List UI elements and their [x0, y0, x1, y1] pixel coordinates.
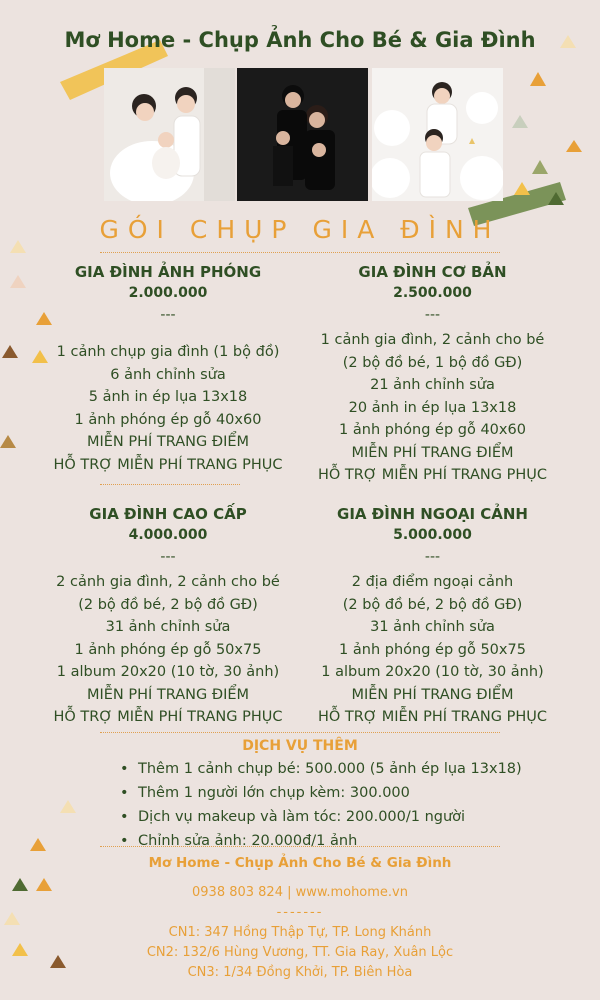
package-name: GIA ĐÌNH CAO CẤP	[89, 505, 247, 523]
package-price: 2.500.000	[393, 285, 472, 301]
package-divider	[100, 484, 240, 485]
extras-item: • Chỉnh sửa ảnh: 20.000đ/1 ảnh	[120, 829, 522, 853]
package-item: 1 ảnh phóng ép gỗ 40x60	[74, 411, 262, 428]
package-item: (2 bộ đồ bé, 2 bộ đồ GĐ)	[78, 596, 258, 613]
package-item: 1 ảnh phóng ép gỗ 50x75	[74, 641, 262, 658]
package-item: 20 ảnh in ép lụa 13x18	[348, 399, 517, 416]
brand-title: Mơ Home - Chụp Ảnh Cho Bé & Gia Đình	[64, 28, 536, 52]
package-price: 4.000.000	[128, 527, 208, 543]
package-name: GIA ĐÌNH CƠ BẢN	[358, 263, 507, 281]
heading-divider	[100, 252, 500, 253]
package-name: GIA ĐÌNH ẢNH PHÓNG	[74, 263, 262, 281]
family-photo-black	[237, 68, 368, 201]
package-name: GIA ĐÌNH NGOẠI CẢNH	[337, 505, 528, 523]
footer-brand: Mơ Home - Chụp Ảnh Cho Bé & Gia Đình	[148, 855, 452, 871]
extras-list	[120, 757, 522, 853]
package-item: 1 ảnh phóng ép gỗ 40x60	[339, 422, 526, 438]
footer-address: CN3: 1/34 Đồng Khởi, TP. Biên Hòa	[187, 965, 413, 980]
package-separator: ---	[424, 307, 441, 323]
extras-item: • Dịch vụ makeup và làm tóc: 200.000/1 người	[120, 805, 522, 829]
extras-item: • Thêm 1 người lớn chụp kèm: 300.000	[120, 781, 522, 805]
package-item: HỖ TRỢ MIỄN PHÍ TRANG PHỤC	[318, 709, 547, 725]
package-item: 21 ảnh chỉnh sửa	[370, 377, 495, 393]
extras-divider-bottom	[100, 846, 500, 847]
package-item: 31 ảnh chỉnh sửa	[105, 619, 231, 635]
extras-title: DỊCH VỤ THÊM	[242, 738, 358, 754]
triangle-deco	[30, 838, 46, 851]
package-item: 1 ảnh phóng ép gỗ 50x75	[339, 641, 526, 658]
triangle-deco	[530, 72, 546, 86]
package-item: 1 album 20x20 (10 tờ, 30 ảnh)	[56, 664, 280, 680]
package-item: 1 album 20x20 (10 tờ, 30 ảnh)	[321, 664, 544, 680]
package-item: (2 bộ đồ bé, 2 bộ đồ GĐ)	[342, 596, 523, 613]
package-item: 31 ảnh chỉnh sửa	[370, 619, 495, 635]
package-card	[290, 263, 575, 487]
footer-address: CN2: 132/6 Hùng Vương, TT. Gia Ray, Xuân Lộc	[146, 945, 454, 960]
package-item: HỖ TRỢ MIỄN PHÍ TRANG PHỤC	[53, 709, 283, 725]
triangle-deco	[566, 140, 582, 152]
package-card	[290, 505, 575, 729]
triangle-deco	[512, 115, 528, 128]
package-item: MIỄN PHÍ TRANG ĐIỂM	[351, 686, 514, 703]
footer-divider: -------	[276, 905, 324, 920]
footer-address: CN1: 347 Hồng Thập Tự, TP. Long Khánh	[168, 925, 432, 940]
package-item: 2 cảnh gia đình, 2 cảnh cho bé	[56, 574, 280, 590]
package-item: 1 cảnh gia đình, 2 cảnh cho bé	[320, 332, 545, 348]
package-price: 2.000.000	[128, 285, 208, 301]
package-item: MIỄN PHÍ TRANG ĐIỂM	[86, 434, 250, 450]
package-item: MIỄN PHÍ TRANG ĐIỂM	[351, 444, 514, 461]
triangle-deco	[2, 345, 18, 358]
family-photo-white	[104, 68, 235, 201]
triangle-deco	[0, 435, 16, 448]
extras-item: • Thêm 1 cảnh chụp bé: 500.000 (5 ảnh ép lụa 13x18)	[120, 757, 522, 781]
package-item: 2 địa điểm ngoại cảnh	[351, 574, 514, 590]
family-photo-clouds	[372, 68, 503, 201]
package-card	[18, 263, 318, 476]
package-item: (2 bộ đồ bé, 1 bộ đồ GĐ)	[342, 354, 523, 371]
triangle-deco	[60, 800, 76, 813]
package-separator: ---	[424, 549, 441, 565]
package-item: MIỄN PHÍ TRANG ĐIỂM	[86, 686, 250, 703]
package-card	[18, 505, 318, 729]
footer-contact[interactable]: 0938 803 824 | www.mohome.vn	[192, 885, 408, 900]
extras-divider-top	[100, 732, 500, 733]
package-item: 1 cảnh chụp gia đình (1 bộ đồ)	[56, 344, 280, 360]
package-price: 5.000.000	[393, 527, 472, 543]
package-item: 5 ảnh in ép lụa 13x18	[88, 389, 248, 405]
triangle-deco	[514, 182, 530, 195]
triangle-deco	[532, 160, 548, 174]
package-item: HỖ TRỢ MIỄN PHÍ TRANG PHỤC	[53, 456, 283, 473]
package-separator: ---	[160, 307, 176, 323]
package-item: 6 ảnh chỉnh sửa	[110, 366, 226, 383]
package-item: HỖ TRỢ MIỄN PHÍ TRANG PHỤC	[318, 467, 547, 483]
package-separator: ---	[160, 549, 176, 565]
section-heading: GÓI CHỤP GIA ĐÌNH	[99, 215, 501, 244]
